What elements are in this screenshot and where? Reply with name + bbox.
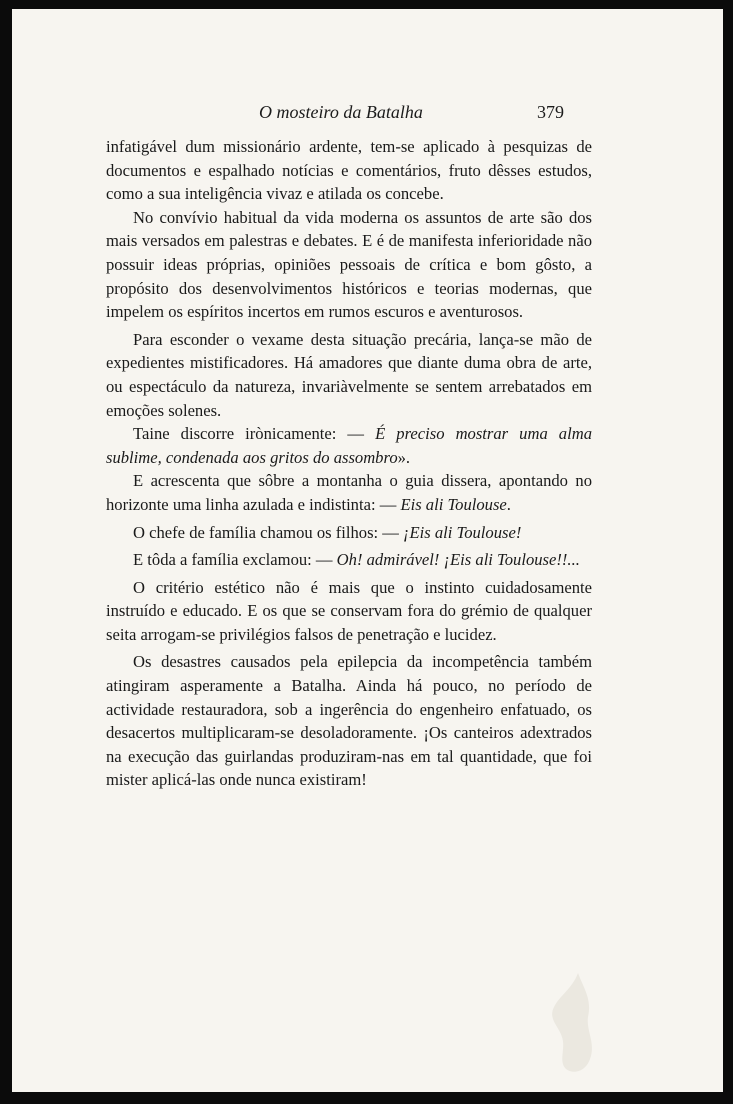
paper-stain [540, 969, 600, 1079]
paragraph-modern-life: No convívio habitual da vida moderna os assuntos de arte são dos mais versados em palestras e debates. E é de manifesta inferioridade não possuir ideas próprias, opiniões pessoais de crítica e bom gôsto, a propósito dos desenvolvimentos históricos e teorias modernas, que impelem os espíritos incertos em rumos escuros e aventurosos. [106, 207, 592, 322]
paragraph-continuation: infatigável dum missionário ardente, tem-se aplicado à pesquizas de documentos e espalhado notícias e comentários, fruto dêsses estudos, como a sua inteligência vivaz e atilada os concebe. [106, 137, 592, 204]
paragraph-aesthetic: O critério estético não é mais que o instinto cuidadosamente instruído e educado. E os que se conservam fora do grémio de qualquer seita arrogam-se privilégios falsos de penetração e lucidez. [106, 577, 592, 644]
paragraph-disasters: Os desastres causados pela epilepcia da incompetência também atingiram asperamente a Batalha. Ainda há pouco, no período de actividade restauradora, sob a ingerência do engenheiro enfatuado, os desacertos multiplicaram-se desoladoramente. ¡Os canteiros adextrados na execução das guirlandas produziram-nas em tal quantidade, que foi mister aplicá-las onde nunca existiram! [106, 652, 592, 790]
page-header [12, 102, 723, 126]
paragraph-guide: E acrescenta que sôbre a montanha o guia dissera, apontando no horizonte uma linha azulada e indistinta: — Eis ali Toulouse. [106, 471, 592, 514]
book-page [12, 9, 723, 1092]
paragraph-mystifiers: Para esconder o vexame desta situação precária, lança-se mão de expedientes mistificadores. Há amadores que diante duma obra de arte, ou espectáculo da natureza, invariàvelmente se sentem arrebatados em emoções solenes. [106, 329, 592, 420]
body-text [106, 135, 592, 792]
paragraph-taine: Taine discorre irònicamente: — É preciso mostrar uma alma sublime, condenada aos gritos do assombro». [106, 424, 592, 467]
running-title: O mosteiro da Batalha [259, 102, 423, 122]
paragraph-family: E tôda a família exclamou: — Oh! admirável! ¡Eis ali Toulouse!!... [133, 550, 580, 570]
page-number: 379 [537, 102, 564, 122]
paragraph-father: O chefe de família chamou os filhos: — ¡Eis ali Toulouse! [133, 522, 522, 542]
